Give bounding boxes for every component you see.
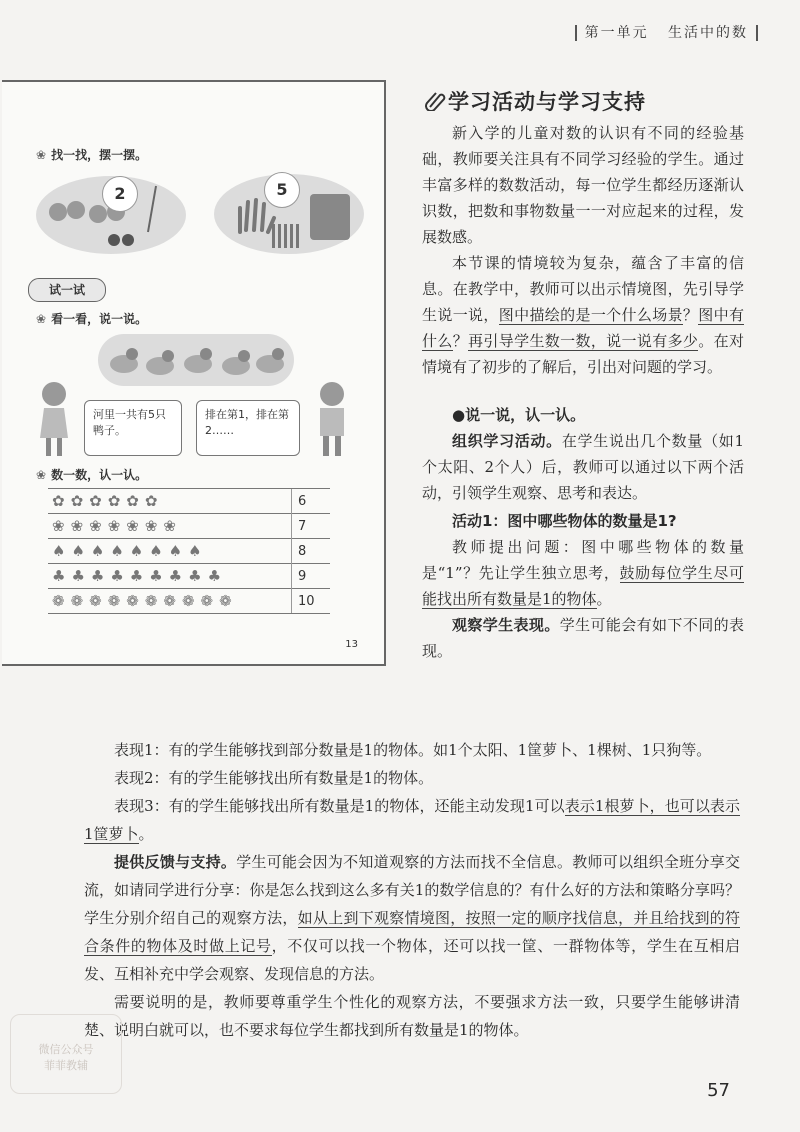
row-number: 6 xyxy=(292,489,331,514)
boy-illustration xyxy=(314,378,350,462)
counting-table xyxy=(48,488,330,614)
row-icons: ❁❁❁❁❁❁❁❁❁❁ xyxy=(48,589,292,614)
row-number: 8 xyxy=(292,539,331,564)
page-number: 57 xyxy=(707,1080,730,1101)
text: 。在对情境有了初步的了解后，引出对问题的学习。 xyxy=(422,332,744,376)
underlined-text: 如从上到下观察情境图，按照一定的顺序找信息，并且给找到的符合条件的物体及时做上记号 xyxy=(84,909,740,955)
full-width-text xyxy=(84,736,740,1044)
row-icons: ✿✿✿✿✿✿ xyxy=(48,489,292,514)
underlined-text: 再引导学生数一数，说一说有多少 xyxy=(468,332,699,350)
text: 表现3：有的学生能够找出所有数量是1的物体，还能主动发现1可以 xyxy=(114,797,565,815)
textbook-page-number: 13 xyxy=(345,639,358,650)
text: 学生可能会有如下不同的表现。 xyxy=(422,616,744,660)
paperclip-icon xyxy=(424,91,446,111)
speech-bubble-left: 河里一共有5只鸭子。 xyxy=(84,400,182,456)
table-row xyxy=(48,489,330,514)
task-look-and-say: ❀ 看一看，说一说。 xyxy=(36,310,147,327)
number-five-badge: 5 xyxy=(264,172,300,208)
bold-lead: 提供反馈与支持。 xyxy=(114,853,237,871)
row-number: 10 xyxy=(292,589,331,614)
table-row xyxy=(48,564,330,589)
task-find-and-place: ❀ 找一找，摆一摆。 xyxy=(36,146,147,163)
row-number: 7 xyxy=(292,514,331,539)
paragraph-intro: 新入学的儿童对数的认识有不同的经验基础，教师要关注具有不同学习经验的学生。通过丰富多样的数数活动，每一位学生都经历逐渐认识数，把数和事物数量一一对应起来的过程，发展数感。 xyxy=(422,124,744,246)
bold-lead: 观察学生表现。 xyxy=(452,616,560,634)
table-row xyxy=(48,514,330,539)
right-column xyxy=(422,120,744,664)
watermark-line-1: 微信公众号 xyxy=(38,1043,94,1056)
row-icons: ♠♠♠♠♠♠♠♠ xyxy=(48,539,292,564)
ducks-illustration xyxy=(98,334,294,386)
table-row xyxy=(48,539,330,564)
paragraph-scenario xyxy=(422,250,744,380)
girl-illustration xyxy=(36,378,72,462)
bold-lead: 组织学习活动。 xyxy=(452,432,562,450)
text: 。 xyxy=(138,825,154,843)
underlined-text: 图中描绘的是一个什么场景 xyxy=(498,306,683,324)
subheading-say-and-know: ●说一说，认一认。 xyxy=(452,406,586,424)
running-header xyxy=(567,22,766,42)
section-title xyxy=(424,86,646,116)
paragraph-organize xyxy=(422,428,744,506)
text: ？ xyxy=(452,332,469,350)
performance-3 xyxy=(84,792,740,848)
row-number: 9 xyxy=(292,564,331,589)
text: 在学生说出几个数量（如1个太阳、2个人）后，教师可以通过以下两个活动，引领学生观察、思考和表达。 xyxy=(422,432,744,502)
paragraph-observe xyxy=(422,612,744,664)
header-unit: 第一单元 xyxy=(584,25,649,41)
performance-2: 表现2：有的学生能够找出所有数量是1的物体。 xyxy=(114,769,434,787)
text: 教师提出问题：图中哪些物体的数量是“1”？先让学生独立思考， xyxy=(422,538,744,582)
text: ，不仅可以找一个物体，还可以找一筐、一群物体等，学生在互相启发、互相补充中学会观察、发现信息的方法。 xyxy=(84,937,740,983)
text: ？ xyxy=(682,306,699,324)
paragraph-question xyxy=(422,534,744,612)
text: 学生可能会因为不知道观察的方法而找不全信息。教师可以组织全班分享交流，如请同学进行分享：你是怎么找到这么多有关1的数学信息的？有什么好的方法和策略分享吗？学生分别介绍自己的观察方法， xyxy=(84,853,740,927)
text: 本节课的情境较为复杂，蕴含了丰富的信息。在教学中，教师可以出示情境图，先引导学生说一说， xyxy=(422,254,744,324)
row-icons: ♣♣♣♣♣♣♣♣♣ xyxy=(48,564,292,589)
watermark xyxy=(10,1014,122,1094)
activity-heading: 活动1：图中哪些物体的数量是1? xyxy=(452,512,677,530)
performance-1: 表现1：有的学生能够找到部分数量是1的物体。如1个太阳、1筐萝卜、1棵树、1只狗等。 xyxy=(114,741,712,759)
speech-bubble-right: 排在第1，排在第2…… xyxy=(196,400,300,456)
watermark-line-2: 菲菲教辅 xyxy=(44,1059,88,1072)
task-count-and-know: ❀ 数一数，认一认。 xyxy=(36,466,147,483)
underlined-text: 图中有什么 xyxy=(422,306,744,350)
underlined-text: 表示1根萝卜，也可以表示1筐萝卜 xyxy=(84,797,741,843)
textbook-excerpt xyxy=(2,80,386,666)
row-icons: ❀❀❀❀❀❀❀ xyxy=(48,514,292,539)
number-two-badge: 2 xyxy=(102,176,138,212)
try-it-label: 试一试 xyxy=(28,278,106,302)
header-title: 生活中的数 xyxy=(668,25,748,41)
paragraph-feedback xyxy=(84,848,740,988)
section-title-text: 学习活动与学习支持 xyxy=(448,90,646,114)
ducks-in-river xyxy=(98,334,294,386)
paragraph-note: 需要说明的是，教师要尊重学生个性化的观察方法，不要强求方法一致，只要学生能够讲清楚、说明白就可以，也不要求每位学生都找到所有数量是1的物体。 xyxy=(84,993,740,1039)
underlined-text: 鼓励每位学生尽可能找出所有数量是1的物体 xyxy=(422,564,744,608)
text: 。 xyxy=(596,590,612,608)
table-row xyxy=(48,589,330,614)
